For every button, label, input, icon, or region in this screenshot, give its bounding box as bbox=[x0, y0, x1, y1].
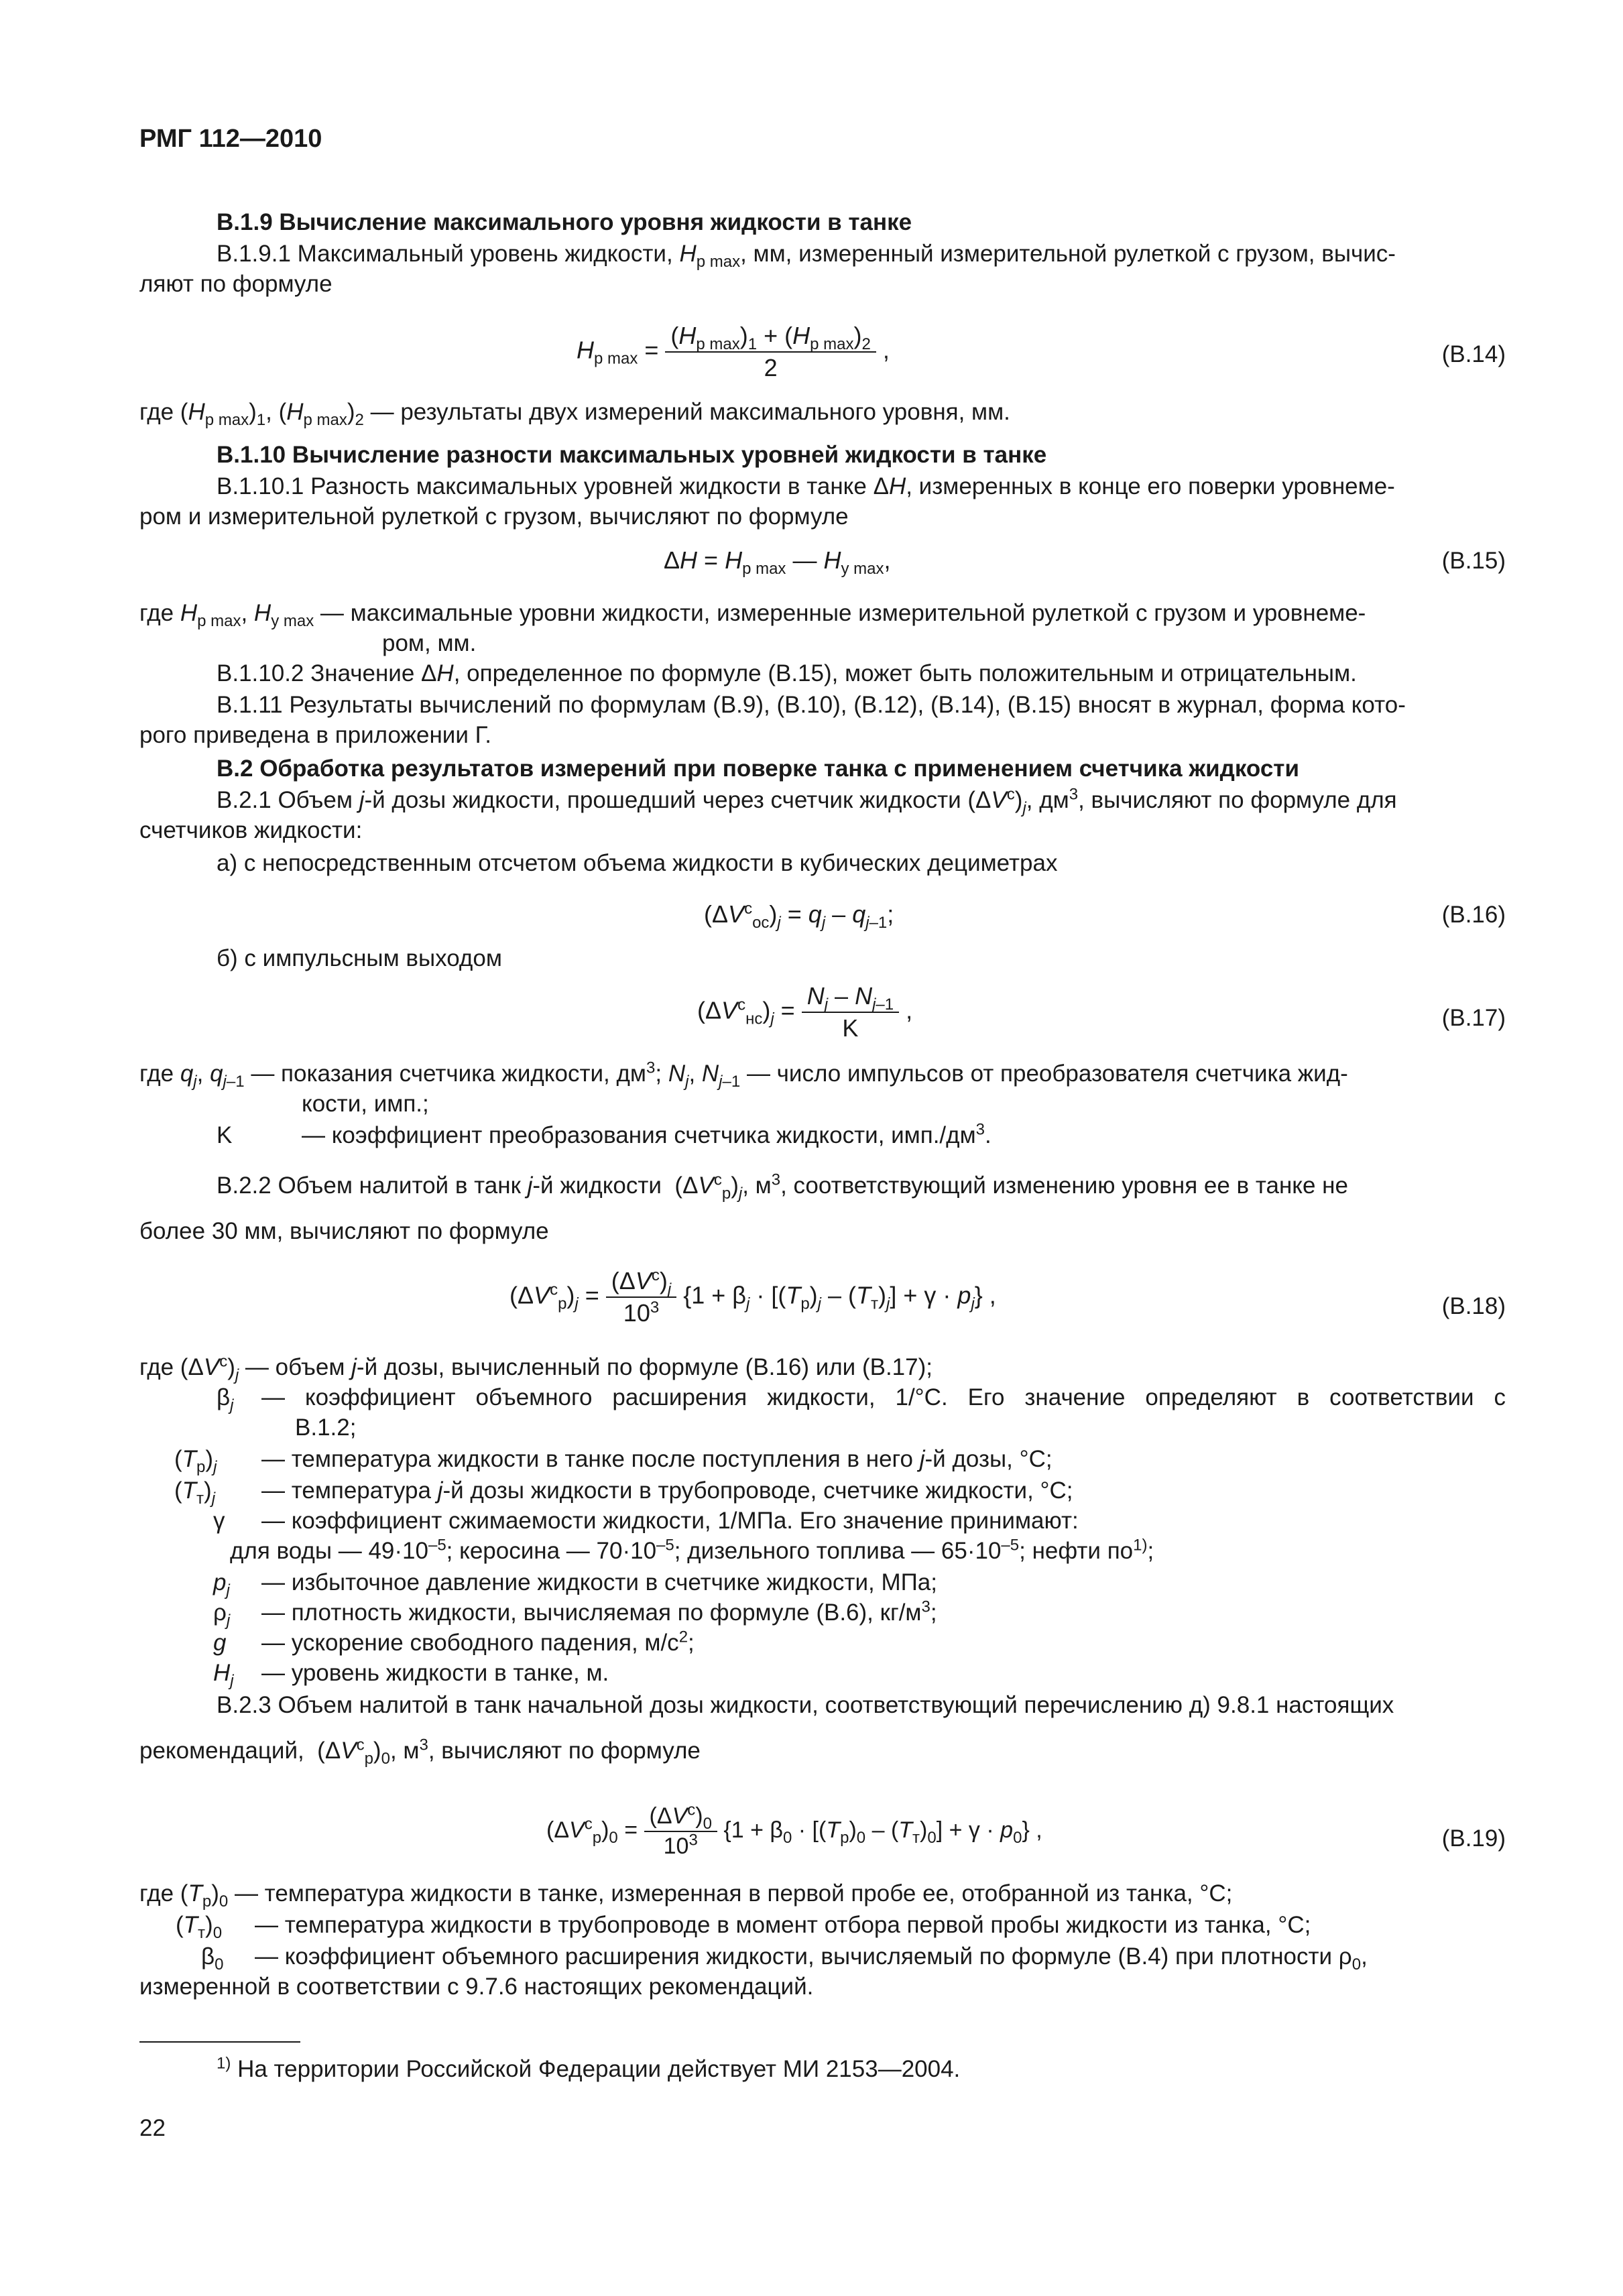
where-b19-tp: где $(T_р)_0$ — температура жидкости в танке, измеренная в первой пробе ее, отобранной из танка, °С; bbox=[139, 1880, 1233, 1911]
where-b19-tt-symbol: $(T_т)_0$ bbox=[176, 1912, 223, 1942]
where-b18-tt: — температура j-й дозы жидкости в трубопроводе, счетчике жидкости, °С; bbox=[261, 1477, 1073, 1504]
formula-b14: $H_{р max}$ = $\frac{(H_{р max})_1 + (H_{р max})_2}{2}$ , bbox=[577, 322, 890, 381]
where-b19-beta-cont: измеренной в соответствии с 9.7.6 настоящих рекомендаций. bbox=[139, 1974, 814, 2000]
section-title-b19: В.1.9 Вычисление максимального уровня жидкости в танке bbox=[217, 209, 912, 235]
where-b15: где $H_{р max}$, $H_{у max}$ — максимальные уровни жидкости, измеренные измерительной рулеткой с грузом и уровнеме- bbox=[139, 600, 1366, 630]
equation-number-b18: (В.18) bbox=[1441, 1293, 1506, 1319]
paragraph-b191: В.1.9.1 Максимальный уровень жидкости, $H_{р max}$, мм, измеренный измерительной рулеткой с грузом, вычис- bbox=[217, 241, 1396, 271]
where-b18-gamma-values: для воды — $49\cdot 10^{-5}$; керосина — $70\cdot 10^{-5}$; дизельного топлива — $65\cdot 10^{-5}$; нефти $по^{1)}$; bbox=[230, 1536, 1154, 1564]
list-item-a: а) с непосредственным отсчетом объема жидкости в кубических дециметрах bbox=[217, 850, 1058, 876]
footnote-rule bbox=[139, 2041, 300, 2043]
where-b18-g-symbol: g bbox=[213, 1630, 227, 1656]
where-b18-beta-cont: В.1.2; bbox=[295, 1414, 357, 1441]
where-b17-cont: кости, имп.; bbox=[302, 1091, 429, 1117]
formula-b15: $\Delta H = H_{р max}$ — $H_{у max}$, bbox=[664, 546, 891, 579]
paragraph-b1102: В.1.10.2 Значение ΔH, определенное по формуле (В.15), может быть положительным и отрицательным. bbox=[217, 660, 1357, 686]
paragraph-b1101: В.1.10.1 Разность максимальных уровней жидкости в танке ΔH, измеренных в конце его поверки уровнеме- bbox=[217, 473, 1395, 499]
paragraph-b21-cont: счетчиков жидкости: bbox=[139, 817, 363, 843]
formula-b18: $(\Delta V^с_р)_j$ = $\frac{(\Delta V^с)_j}{10^3}$ $\{1 + \beta_j \cdot [(T_р)_j - (T_т)_j] + \gamma \cdot p_j\}$ , bbox=[509, 1266, 996, 1327]
equation-number-b15: (В.15) bbox=[1441, 548, 1506, 574]
where-b18-rho-symbol: $\rho_j$ bbox=[213, 1599, 231, 1630]
footnote: $^{1)}$ На территории Российской Федерации действует МИ 2153—2004. bbox=[217, 2054, 961, 2082]
equation-number-b16: (В.16) bbox=[1441, 902, 1506, 928]
where-b18-p-symbol: $p_j$ bbox=[213, 1569, 230, 1599]
document-code: РМГ 112—2010 bbox=[139, 125, 322, 153]
where-b17: где $q_j$, $q_{j-1}$ — показания счетчика жидкости, $дм^3$; $N_j$, $N_{j-1}$ — число импульсов от преобразователя счетчика жид- bbox=[139, 1059, 1348, 1091]
equation-number-b17: (В.17) bbox=[1441, 1005, 1506, 1031]
paragraph-b23: В.2.3 Объем налитой в танк начальной дозы жидкости, соответствующий перечислению д) 9.8.1 настоящих bbox=[217, 1692, 1394, 1718]
list-item-b: б) с импульсным выходом bbox=[217, 945, 502, 971]
where-b18-p: — избыточное давление жидкости в счетчике жидкости, МПа; bbox=[261, 1569, 937, 1595]
where-b18-h-symbol: $H_j$ bbox=[213, 1660, 234, 1690]
where-b18-g: — ускорение свободного падения, $м/с^2$; bbox=[261, 1628, 695, 1656]
section-title-b110: В.1.10 Вычисление разности максимальных уровней жидкости в танке bbox=[217, 442, 1047, 468]
where-b18-beta-symbol: $\beta_j$ bbox=[217, 1384, 234, 1414]
where-b19-beta: — коэффициент объемного расширения жидкости, вычисляемый по формуле (В.4) при плотности $\rho_0$, bbox=[255, 1943, 1368, 1974]
where-b19-beta-symbol: $\beta_0$ bbox=[201, 1943, 224, 1974]
formula-b16: $(\Delta V^с_{ос})_j = q_j - q_{j-1}$; bbox=[704, 900, 894, 932]
equation-number-b19: (В.19) bbox=[1441, 1825, 1506, 1852]
where-b18-beta: — коэффициент объемного расширения жидкости, 1/°С. Его значение определяют в соответствии с bbox=[261, 1384, 1506, 1410]
where-b17-k-symbol: K bbox=[217, 1122, 233, 1148]
where-b18-tp-symbol: $(T_р)_j$ bbox=[174, 1446, 217, 1476]
where-b17-k: — коэффициент преобразования счетчика жидкости, $имп./дм^3$. bbox=[302, 1120, 991, 1148]
page-number: 22 bbox=[139, 2115, 166, 2141]
paragraph-b22-cont: более 30 мм, вычисляют по формуле bbox=[139, 1218, 549, 1244]
paragraph-b111: В.1.11 Результаты вычислений по формулам (В.9), (В.10), (В.12), (В.14), (В.15) вносят в журнал, форма кото- bbox=[217, 692, 1406, 718]
where-b19-tt: — температура жидкости в трубопроводе в момент отбора первой пробы жидкости из танка, °С; bbox=[255, 1912, 1311, 1938]
paragraph-b21: В.2.1 Объем j-й дозы жидкости, прошедший через счетчик жидкости $(\Delta V^с)_j$, $дм^3$, вычисляют по формуле для bbox=[217, 785, 1397, 817]
where-b18-gamma-symbol: γ bbox=[213, 1508, 225, 1534]
formula-b19: $(\Delta V^с_р)_0$ = $\frac{(\Delta V^с)_0}{10^3}$ $\{1 + \beta_0 \cdot [(T_р)_0 - (T_т)_0] + \gamma \cdot p_0\}$ , bbox=[546, 1801, 1042, 1859]
where-b14: где $(H_{р max})_1$, $(H_{р max})_2$ — результаты двух измерений максимального уровня, мм. bbox=[139, 399, 1010, 429]
paragraph-b191-cont: ляют по формуле bbox=[139, 271, 333, 297]
where-b18-tt-symbol: $(T_т)_j$ bbox=[174, 1477, 216, 1508]
where-b15-cont: ром, мм. bbox=[382, 630, 477, 656]
where-b18-rho: — плотность жидкости, вычисляемая по формуле (В.6), $кг/м^3$; bbox=[261, 1597, 937, 1626]
section-title-b2: В.2 Обработка результатов измерений при поверке танка с применением счетчика жидкости bbox=[217, 756, 1299, 782]
paragraph-b23-cont: рекомендаций, $(\Delta V^с_р)_0$, $м^3$, вычисляют по формуле bbox=[139, 1736, 701, 1768]
paragraph-b22: В.2.2 Объем налитой в танк j-й жидкости $(\Delta V^с_р)_j$, $м^3$, соответствующий изменению уровня ее в танке не bbox=[217, 1170, 1348, 1203]
where-b18-h: — уровень жидкости в танке, м. bbox=[261, 1660, 609, 1686]
equation-number-b14: (В.14) bbox=[1441, 341, 1506, 367]
where-b18-gamma: — коэффициент сжимаемости жидкости, 1/МПа. Его значение принимают: bbox=[261, 1508, 1079, 1534]
where-b18-dv: где $(\Delta V^с)_j$ — объем j-й дозы, вычисленный по формуле (В.16) или (В.17); bbox=[139, 1352, 933, 1384]
formula-b17: $(\Delta V^с_{нс})_j$ = $\frac{N_j - N_{j-1}}{K}$ , bbox=[697, 982, 913, 1042]
paragraph-b111-cont: рого приведена в приложении Г. bbox=[139, 722, 491, 748]
paragraph-b1101-cont: ром и измерительной рулеткой с грузом, вычисляют по формуле bbox=[139, 503, 849, 530]
where-b18-tp: — температура жидкости в танке после поступления в него j-й дозы, °С; bbox=[261, 1446, 1053, 1472]
